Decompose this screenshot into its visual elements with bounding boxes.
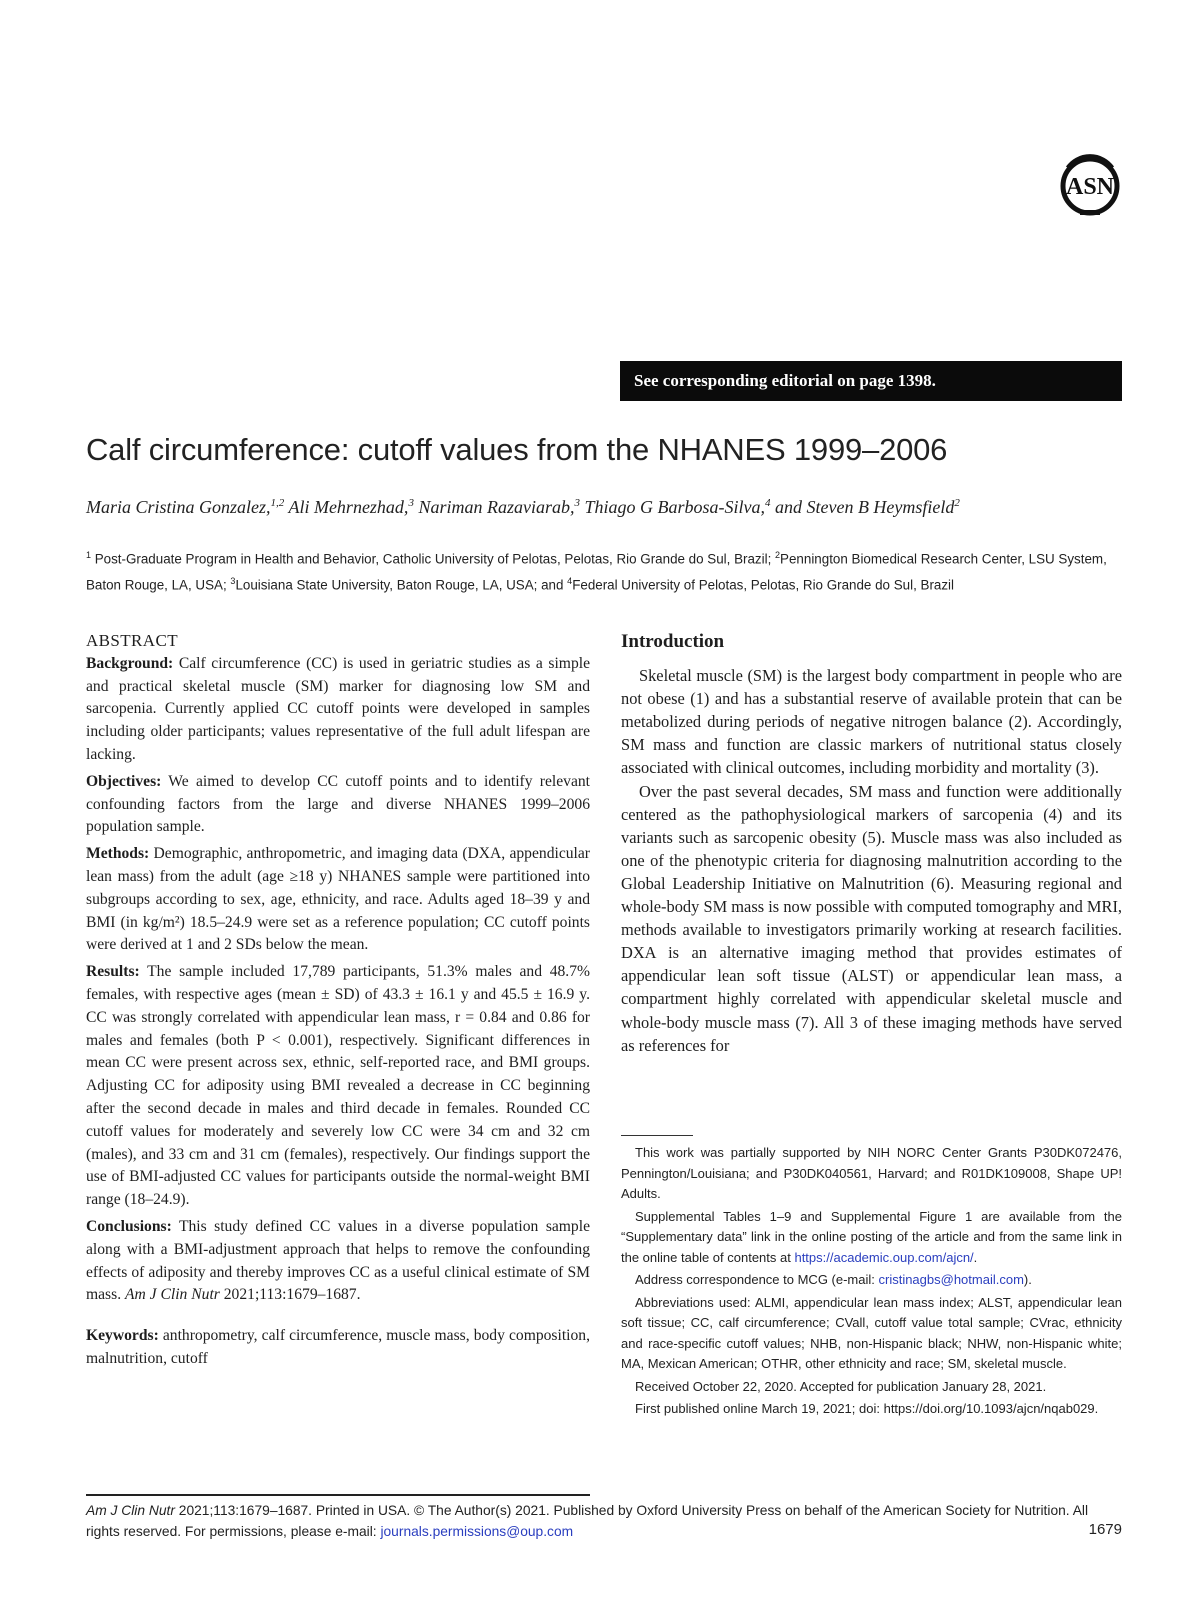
author-name: Thiago G Barbosa-Silva,: [579, 497, 765, 517]
author-name: Maria Cristina Gonzalez,: [86, 497, 271, 517]
intro-paragraph-2: Over the past several decades, SM mass and function were additionally centered as the pathophysiological markers of sarcopenia (4) and its variants such as sarcopenic obesity (5). Muscle mass was also included as one of the phenotypic criteria for diagnosing malnutrition according to the Global Leadership Initiative on Malnutrition (6). Measuring regional and whole-body SM mass is now possible with computed tomography and MRI, methods available to investigators primarily working at research facilities. DXA is an alternative imaging method that provides estimates of appendicular lean soft tissue (ALST) or appendicular lean mass, a compartment highly correlated with appendicular skeletal muscle and whole-body muscle mass (7). All 3 of these imaging methods have served as references for: [621, 781, 1122, 1055]
abstract-objectives: [86, 771, 590, 839]
supplemental-link[interactable]: https://academic.oup.com/ajcn/: [794, 1249, 974, 1265]
supplemental-note: [621, 1207, 1122, 1269]
results-label: Results:: [86, 963, 140, 981]
keywords: [86, 1325, 590, 1371]
author-name: and Steven B Heymsfield: [770, 497, 955, 517]
affiliation-text: Post-Graduate Program in Health and Behavior, Catholic University of Pelotas, Pelotas, Rio Grande do Sul, Brazil;: [91, 551, 776, 567]
affiliation-number: 4: [567, 576, 573, 587]
affiliation-number: 2: [775, 550, 781, 560]
abstract-background: [86, 653, 590, 767]
author-list: [86, 497, 1136, 518]
funding-note: This work was partially supported by NIH NORC Center Grants P30DK072476, Pennington/Louisiana; and P30DK040561, Harvard; and R01DK109008, Shape UP! Adults.: [621, 1145, 1122, 1201]
author-affiliation-ref: 4: [764, 497, 771, 509]
author-affiliation-ref: 1,2: [270, 497, 285, 509]
methods-label: Methods:: [86, 845, 150, 863]
introduction-column: [621, 630, 1122, 1057]
footer-journal: Am J Clin Nutr: [86, 1503, 175, 1518]
correspondence-end: ).: [1023, 1272, 1032, 1287]
abstract-column: [86, 630, 590, 1375]
abstract-results: [86, 961, 590, 1212]
correspondence-text: Address correspondence to MCG (e-mail:: [635, 1272, 879, 1287]
affiliations: [86, 544, 1122, 597]
results-text: The sample included 17,789 participants, 51.3% males and 48.7% females, with respective ages (mean ± SD) of 43.3 ± 16.1 y and 45.5 ± 16.9 y. CC was strongly correlated with appendicular lean mass, r = 0.84 and 0.86 for males and females (both P < 0.001), respectively. Significant differences in mean CC were present across sex, ethnic, self-reported race, and BMI groups. Adjusting CC for adiposity using BMI revealed a decrease in CC beginning after the second decade in males and third decade in females. Rounded CC cutoff values for moderately and severely low CC were 34 cm and 32 cm (males), and 33 cm and 31 cm (females), respectively. Our findings support the use of BMI-adjusted CC values for participants outside the normal-weight BMI range (18–24.9).: [86, 963, 590, 1209]
footer-divider: [86, 1494, 590, 1496]
conclusions-label: Conclusions:: [86, 1217, 172, 1235]
abstract-methods: [86, 843, 590, 957]
footnotes: [621, 1143, 1122, 1422]
objectives-text: We aimed to develop CC cutoff points and to identify relevant confounding factors from the large and diverse NHANES 1999–2006 population sample.: [86, 772, 590, 836]
published-note: First published online March 19, 2021; doi: https://doi.org/10.1093/ajcn/nqab029.: [635, 1401, 1099, 1416]
affiliation-text: Federal University of Pelotas, Pelotas, Rio Grande do Sul, Brazil: [572, 577, 954, 593]
objectives-label: Objectives:: [86, 772, 162, 790]
keywords-text: anthropometry, calf circumference, muscle mass, body composition, malnutrition, cutoff: [86, 1327, 590, 1367]
keywords-label: Keywords:: [86, 1327, 159, 1345]
methods-text: Demographic, anthropometric, and imaging data (DXA, appendicular lean mass) from the adult (age ≥18 y) NHANES sample were partitioned into subgroups according to sex, age, ethnicity, and race. Adults aged 18–39 y and BMI (in kg/m²) 18.5–24.9 were set as a reference population; CC cutoff points were derived at 1 and 2 SDs below the mean.: [86, 845, 590, 954]
introduction-heading: Introduction: [621, 631, 725, 652]
asn-logo-icon: [1058, 148, 1122, 224]
abstract-heading: ABSTRACT: [86, 631, 178, 650]
footnote-divider: [621, 1135, 693, 1136]
affiliation-number: 3: [230, 576, 236, 587]
citation-journal: Am J Clin Nutr: [124, 1286, 220, 1304]
author-name: Nariman Razaviarab,: [413, 497, 575, 517]
supplemental-text: Supplemental Tables 1–9 and Supplemental Figure 1 are available from the “Supplementary data” link in the online posting of the article and from the same link in the online table of contents at: [621, 1208, 1122, 1265]
received-note: Received October 22, 2020. Accepted for publication January 28, 2021.: [635, 1378, 1047, 1394]
background-text: Calf circumference (CC) is used in geriatric studies as a simple and practical skeletal muscle (SM) marker for diagnosing low SM and sarcopenia. Currently applied CC cutoff points were developed in samples including older participants; values representative of the full adult lifespan are lacking.: [86, 654, 590, 763]
affiliation-text: Pennington Biomedical Research Center, LSU System, Baton Rouge, LA, USA;: [86, 551, 1107, 593]
page-footer: [86, 1500, 1122, 1542]
footer-text: 2021;113:1679–1687. Printed in USA. © The Author(s) 2021. Published by Oxford University Press on behalf of the American Society for Nutrition. All rights reserved. For permissions, please e-mail:: [86, 1503, 1089, 1539]
affiliation-text: Louisiana State University, Baton Rouge, LA, USA; and: [235, 577, 568, 593]
author-affiliation-ref: 3: [408, 497, 414, 509]
conclusions-text: This study defined CC values in a diverse population sample along with a BMI-adjustment approach that helps to remove the confounding effects of adiposity and thereby improves CC as a useful clinical estimate of SM mass.: [86, 1217, 590, 1304]
editorial-banner: See corresponding editorial on page 1398.: [620, 361, 1122, 401]
correspondence-note: [621, 1270, 1122, 1291]
author-affiliation-ref: 3: [574, 497, 580, 509]
author-affiliation-ref: 2: [954, 497, 960, 509]
page-number: 1679: [1088, 1521, 1122, 1538]
intro-paragraph-1: Skeletal muscle (SM) is the largest body compartment in people who are not obese (1) and has a substantial reserve of available protein that can be metabolized during periods of negative nitrogen balance (2). Accordingly, SM mass and function are classic markers of nutritional status closely associated with clinical outcomes, including morbidity and mortality (3).: [621, 666, 1122, 778]
citation-details: 2021;113:1679–1687.: [219, 1286, 361, 1304]
author-name: Ali Mehrnezhad,: [284, 497, 409, 517]
asn-logo-text: ASN: [1065, 174, 1115, 200]
correspondence-email-link[interactable]: cristinagbs@hotmail.com: [878, 1272, 1024, 1287]
affiliation-number: 1: [86, 550, 92, 560]
permissions-email-link[interactable]: journals.permissions@oup.com: [380, 1524, 574, 1539]
supplemental-end: .: [973, 1249, 978, 1265]
abstract-conclusions: [86, 1216, 590, 1307]
background-label: Background:: [86, 654, 174, 672]
abbreviations-note: Abbreviations used: ALMI, appendicular lean mass index; ALST, appendicular lean soft tissue; CC, calf circumference; CVall, cutoff value total sample; CVrac, ethnicity and race-specific cutoff values; NHB, non-Hispanic black; NHW, non-Hispanic white; MA, Mexican American; OTHR, other ethnicity and race; SM, skeletal muscle.: [621, 1294, 1122, 1371]
article-title: Calf circumference: cutoff values from the NHANES 1999–2006: [86, 432, 948, 467]
